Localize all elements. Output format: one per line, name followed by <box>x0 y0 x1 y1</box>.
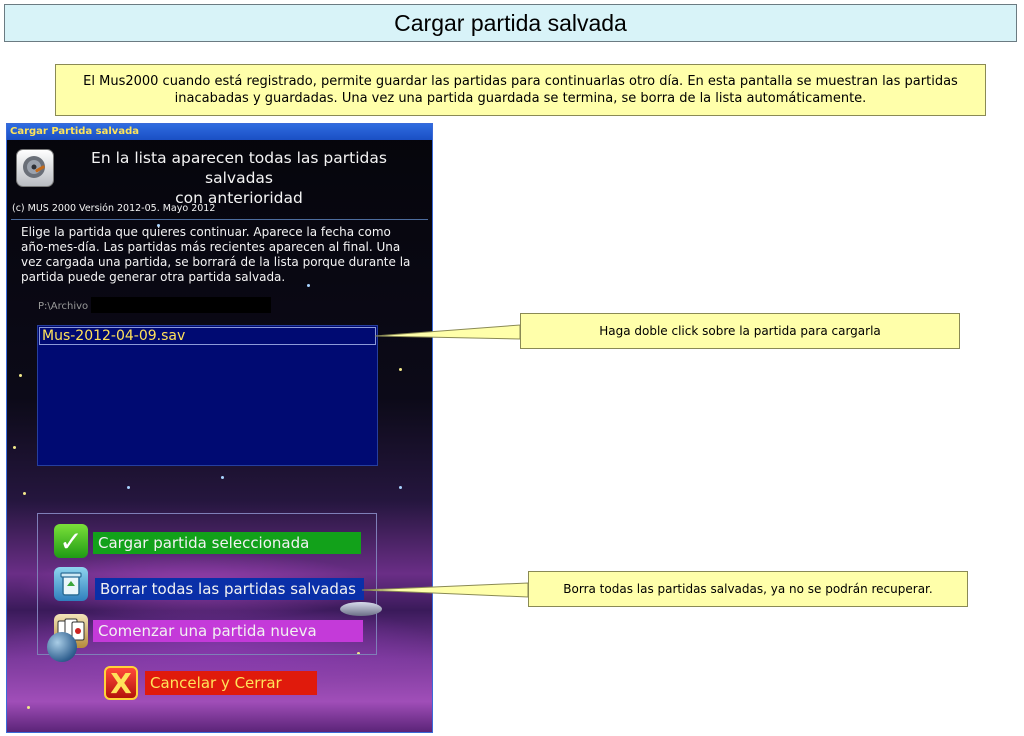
new-game-button[interactable]: Comenzar una partida nueva <box>93 620 363 642</box>
load-game-window <box>6 123 433 733</box>
page-title: Cargar partida salvada <box>4 4 1017 42</box>
header-divider <box>11 219 428 220</box>
copyright-text: (c) MUS 2000 Versión 2012-05. Mayo 2012 <box>12 203 216 214</box>
recycle-bin-icon[interactable] <box>54 567 88 601</box>
instructions-text: Elige la partida que quieres continuar. Aparece la fecha como año-mes-día. Las partidas más recientes aparecen al final. Una vez cargada una partida, se borrará de la lista porque durante la partida puede generar otra partida salvada. <box>21 225 411 284</box>
hard-drive-icon <box>16 149 54 187</box>
ufo-icon <box>340 602 382 616</box>
intro-text: El Mus2000 cuando está registrado, permite guardar las partidas para continuarlas otro día. En esta pantalla se muestran las partidas inacabadas y guardadas. Una vez una partida guardada se termina, se borra de la lista automáticamente. <box>83 74 958 106</box>
path-redacted <box>91 297 271 313</box>
saved-games-list[interactable] <box>37 325 378 466</box>
list-item[interactable]: Mus-2012-04-09.sav <box>39 327 376 345</box>
callout-list-help <box>520 313 960 349</box>
delete-all-button[interactable]: Borrar todas las partidas salvadas <box>95 578 364 600</box>
path-label: P:\Archivo <box>38 301 89 312</box>
intro-note <box>55 64 986 116</box>
load-selected-button[interactable]: Cargar partida seleccionada <box>93 532 361 554</box>
callout-delete-text: Borra todas las partidas salvadas, ya no se podrán recuperar. <box>563 581 933 596</box>
header-line-1: En la lista aparecen todas las partidas salvadas <box>91 149 387 187</box>
window-header <box>59 148 419 208</box>
window-titlebar[interactable]: Cargar Partida salvada <box>7 124 432 140</box>
close-x-icon[interactable]: X <box>104 666 138 700</box>
callout-delete-help <box>528 571 968 607</box>
cancel-close-button[interactable]: Cancelar y Cerrar <box>145 671 317 695</box>
globe-icon <box>47 632 77 662</box>
checkmark-icon[interactable]: ✓ <box>54 524 88 558</box>
callout-list-text: Haga doble click sobre la partida para cargarla <box>599 323 881 338</box>
header-line-2: con anterioridad <box>175 189 303 207</box>
